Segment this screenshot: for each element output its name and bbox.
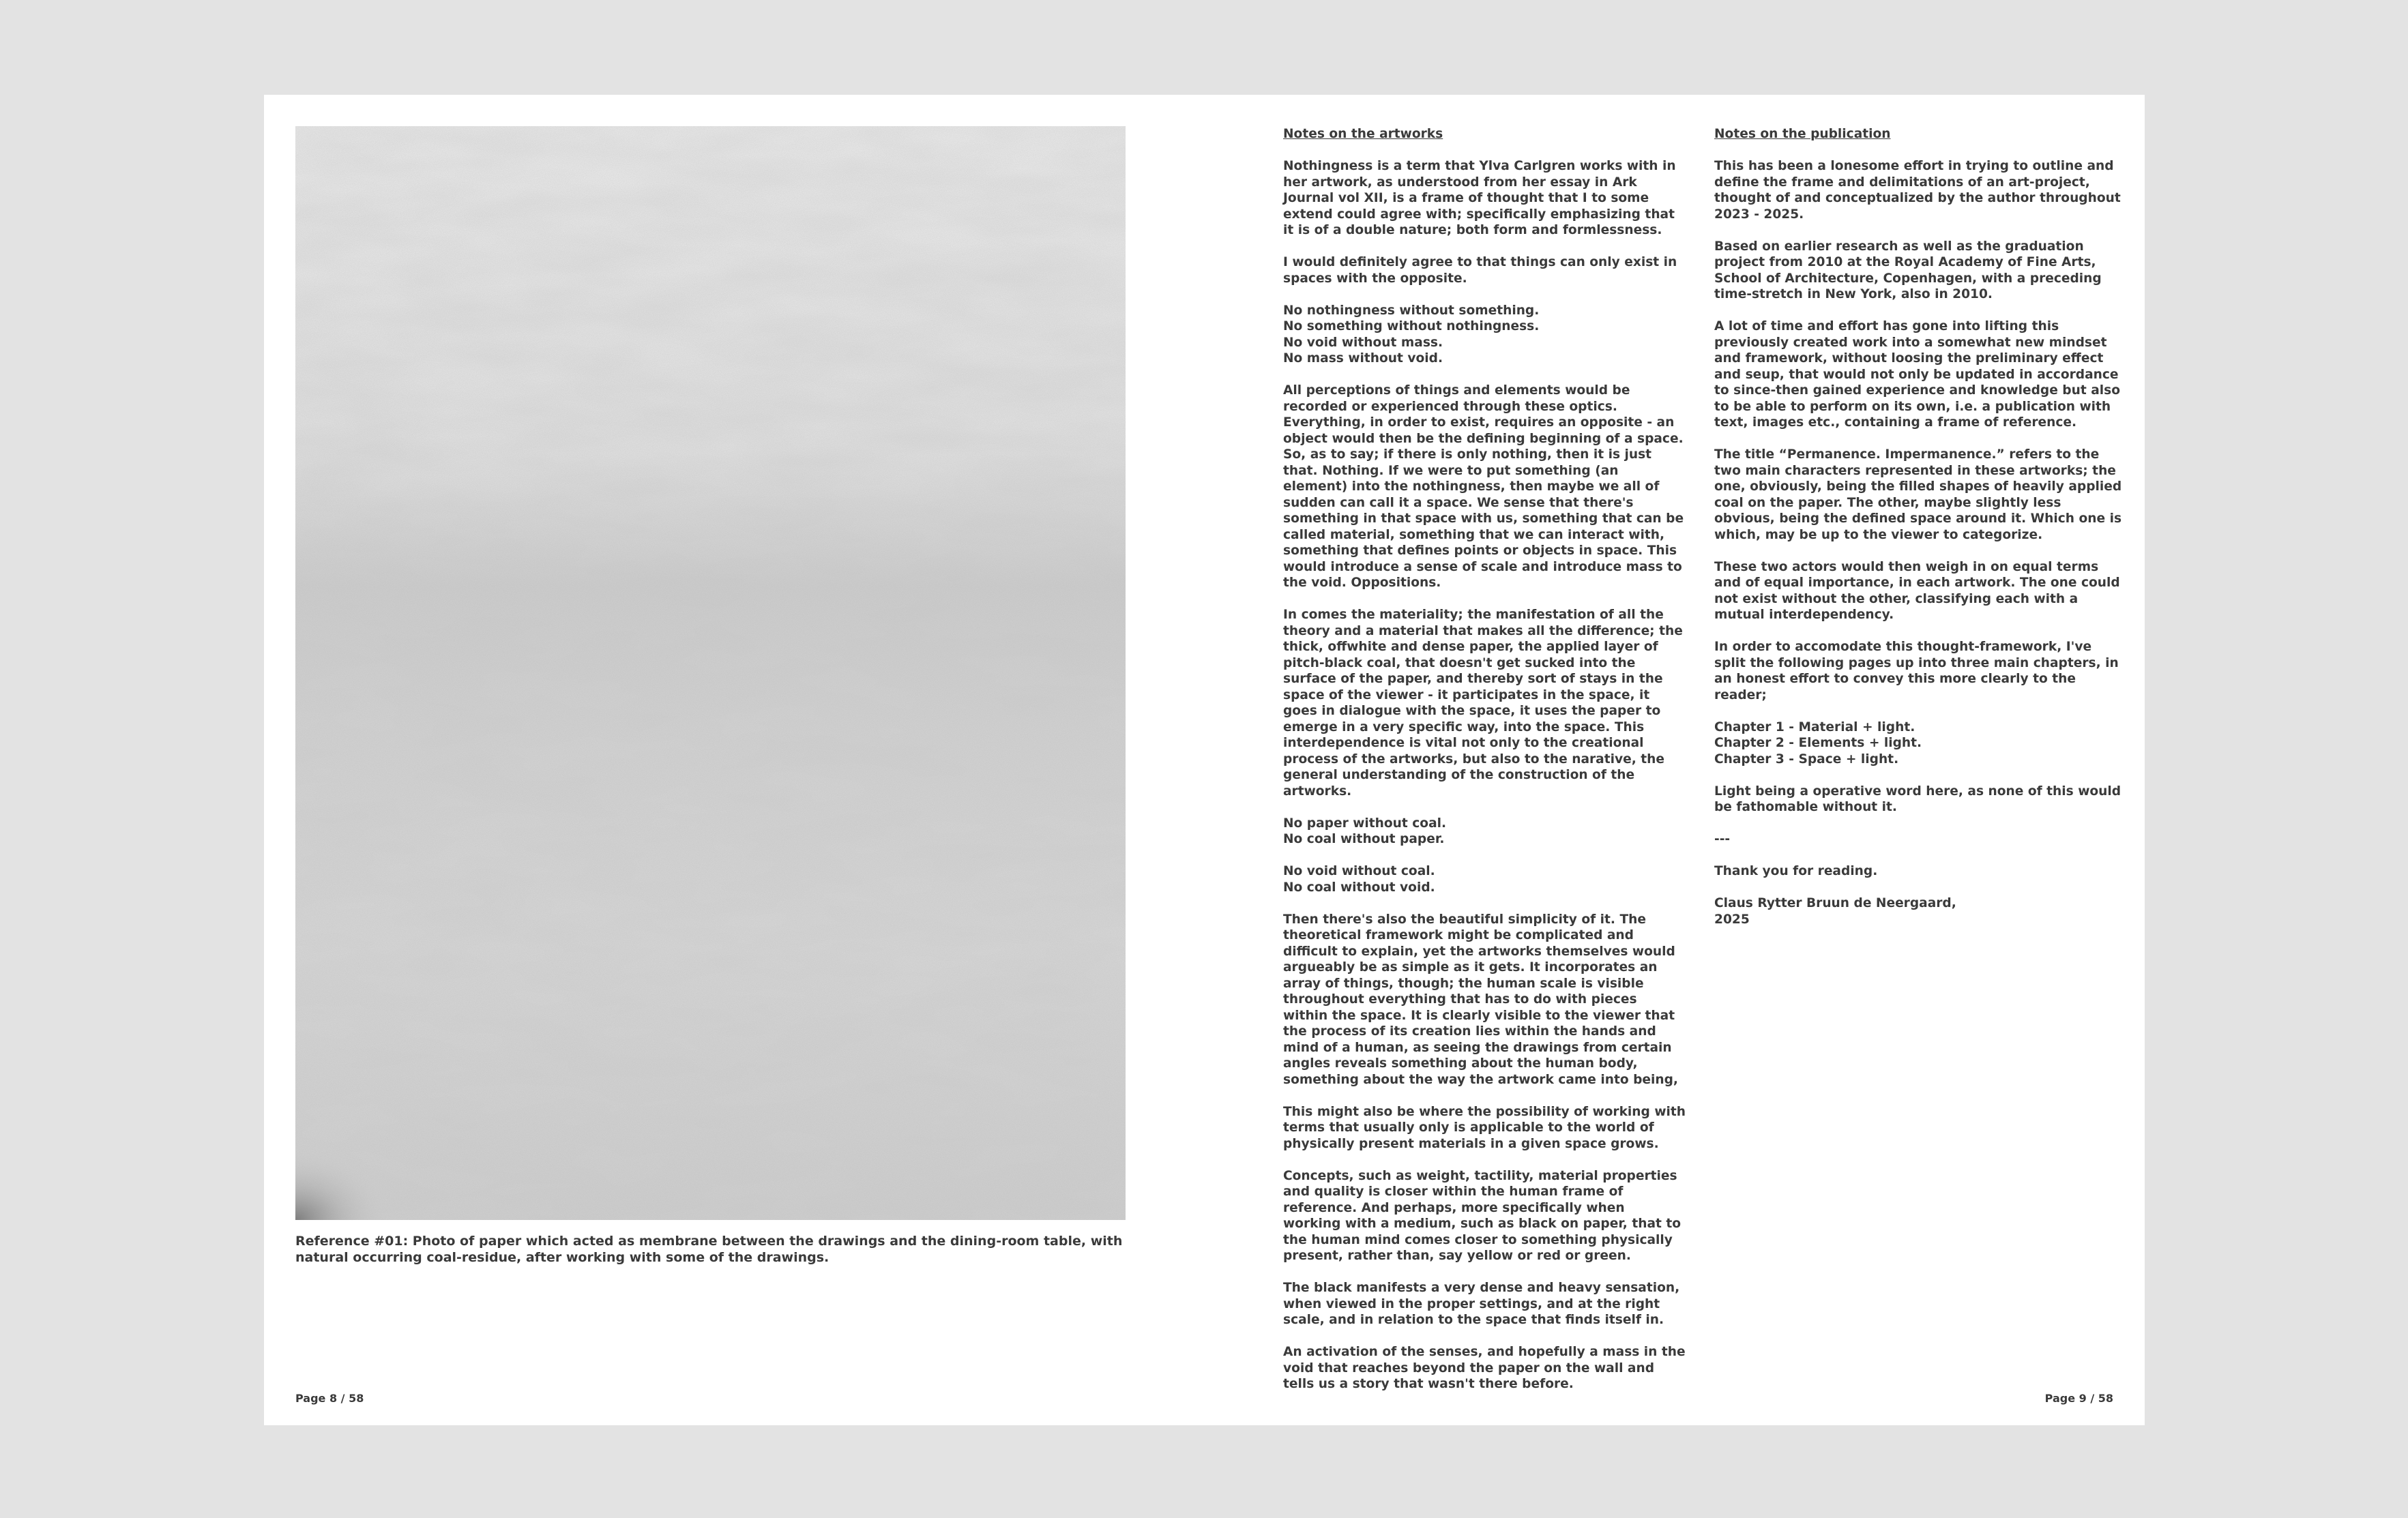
artworks-paragraph: No paper without coal. No coal without paper.: [1283, 816, 1447, 846]
artworks-paragraph: No void without coal. No coal without void.: [1283, 864, 1435, 895]
publication-paragraph: In order to accomodate this thought-framework, I've split the following pages up into three main chapters, in an honest effort to convey this more clearly to the reader;: [1714, 640, 2119, 702]
publication-paragraph: These two actors would then weigh in on equal terms and of equal importance, in each artwork. The one could not exist without the other, classifying each with a mutual interdependency.: [1714, 559, 2120, 622]
artworks-paragraph: Concepts, such as weight, tactility, material properties and quality is closer within the human frame of reference. And perhaps, more specifically when working with a medium, such as black on paper, that to the human mind comes closer to something physically present, rather than, say yellow or red or green.: [1283, 1168, 1682, 1263]
publication-paragraph: The title “Permanence. Impermanence.” refers to the two main characters represented in these artworks; the one, obviously, being the filled shapes of heavily applied coal on the paper. The other, maybe slightly less obvious, being the defined space around it. Which one is which, may be up to the viewer to categorize.: [1714, 447, 2122, 542]
artworks-paragraph: An activation of the senses, and hopefully a mass in the void that reaches beyond the paper on the wall and tells us a story that wasn't there before.: [1283, 1345, 1686, 1391]
publication-paragraph: This has been a lonesome effort in trying to outline and define the frame and delimitations of an art-project, thought of and conceptualized by the author throughout 2023 - 2025.: [1714, 159, 2121, 222]
page-number-right: Page 9 / 58: [2044, 1392, 2113, 1405]
notes-on-publication-column: [1714, 126, 2124, 944]
notes-on-artworks-column: [1283, 126, 1686, 1408]
publication-heading: Notes on the publication: [1714, 127, 1891, 141]
artworks-paragraph: Then there's also the beautiful simplicity of it. The theoretical framework might be complicated and difficult to explain, yet the artworks themselves would argueably be as simple as it gets. It incorporates an array of things, though; the human scale is visible throughout everything that has to do with pieces within the space. It is clearly visible to the viewer that the process of its creation lies within the hands and mind of a human, as seeing the drawings from certain angles reveals something about the human body, something about the way the artwork came into being,: [1283, 912, 1678, 1087]
artworks-paragraph: No nothingness without something. No something without nothingness. No void without mass. No mass without void.: [1283, 303, 1540, 366]
artworks-heading: Notes on the artworks: [1283, 127, 1443, 141]
book-spread: [264, 95, 2145, 1425]
artworks-paragraph: In comes the materiality; the manifestation of all the theory and a material that makes all the difference; the thick, offwhite and dense paper, the applied layer of pitch-black coal, that doesn't get sucked into the surface of the paper, and thereby sort of stays in the space of the viewer - it participates in the space, it goes in dialogue with the space, it uses the paper to emerge in a very specific way, into the space. This interdependence is vital not only to the creational process of the artworks, but also to the narative, the general understanding of the construction of the artworks.: [1283, 608, 1683, 799]
publication-paragraph: A lot of time and effort has gone into lifting this previously created work into a somewhat new mindset and framework, without loosing the preliminary effect and seup, that would not only be updated in accordance to since-then gained experience and knowledge but also to be able to perform on its own, i.e. a publication with text, images etc., containing a frame of reference.: [1714, 319, 2120, 430]
artworks-paragraph: Nothingness is a term that Ylva Carlgren works with in her artwork, as understood from her essay in Ark Journal vol XII, is a frame of thought that I to some extend could agree with; specifically emphasizing that it is of a double nature; both form and formlessness.: [1283, 159, 1676, 237]
thanks-line: Thank you for reading.: [1714, 864, 1878, 878]
paper-texture-image: [295, 126, 1126, 1220]
artworks-paragraph: The black manifests a very dense and heavy sensation, when viewed in the proper settings, and at the right scale, and in relation to the space that finds itself in.: [1283, 1281, 1680, 1327]
photo-caption: Reference #01: Photo of paper which acted as membrane between the drawings and the dining-room table, with natural occurring coal-residue, after working with some of the drawings.: [295, 1234, 1123, 1265]
coal-residue-paper-photo: [295, 126, 1126, 1220]
author-signature: Claus Rytter Bruun de Neergaard, 2025: [1714, 896, 1956, 927]
artworks-paragraph: I would definitely agree to that things can only exist in spaces with the opposite.: [1283, 255, 1677, 286]
chapter-list: Chapter 1 - Material + light. Chapter 2 - Elements + light. Chapter 3 - Space + light.: [1714, 719, 1922, 767]
page-number-left: Page 8 / 58: [295, 1392, 364, 1405]
artworks-paragraph: This might also be where the possibility of working with terms that usually only is applicable to the world of physically present materials in a given space grows.: [1283, 1104, 1686, 1151]
separator: ---: [1714, 832, 1731, 846]
publication-paragraph: Light being a operative word here, as none of this would be fathomable without it.: [1714, 784, 2121, 814]
artworks-paragraph: All perceptions of things and elements would be recorded or experienced through these optics. Everything, in order to exist, requires an opposite - an object would then be the defining beginning of a space. So, as to say; if there is only nothing, then it is just that. Nothing. If we were to put something (an element) into the nothingness, then maybe we all of sudden can call it a space. We sense that there's something in that space with us, something that can be called material, something that we can interact with, something that defines points or objects in space. This would introduce a sense of scale and introduce mass to the void. Oppositions.: [1283, 383, 1684, 590]
publication-paragraph: Based on earlier research as well as the graduation project from 2010 at the Royal Academy of Fine Arts, School of Architecture, Copenhagen, with a preceding time-stretch in New York, also in 2010.: [1714, 239, 2102, 301]
